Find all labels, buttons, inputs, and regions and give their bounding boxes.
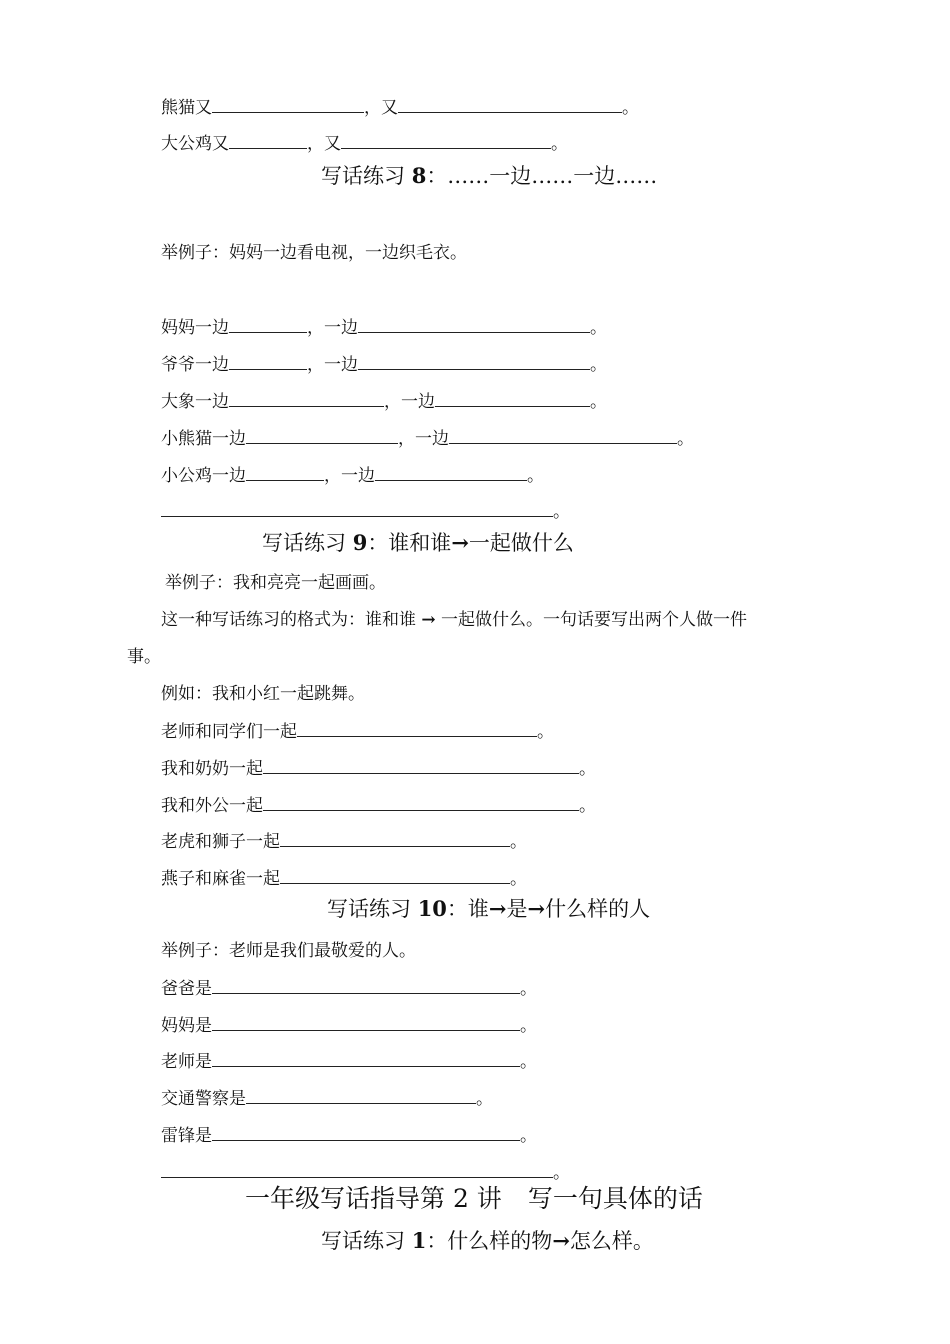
line-mid: ，一边 (384, 392, 435, 412)
line-end: 。 (590, 318, 607, 338)
arrow-icon: → (527, 896, 546, 921)
arrow-icon: → (552, 1228, 570, 1253)
line-end: 。 (510, 832, 527, 852)
lecture-title-main: 一年级写话指导第 2 讲 (245, 1184, 502, 1213)
line-end: 。 (677, 429, 694, 449)
heading-prefix: 写话练习 (321, 164, 412, 188)
arrow-icon: → (421, 610, 436, 630)
line-end: 。 (520, 979, 537, 999)
lecture-title-sub: 写一句具体的话 (527, 1184, 703, 1213)
line-end: 。 (510, 869, 527, 889)
heading-number: 10 (417, 896, 447, 921)
exercise-9-line (161, 830, 527, 853)
answer-blank[interactable] (212, 96, 364, 113)
exercise-10-free-line (161, 1161, 570, 1184)
line-prefix: 妈妈一边 (161, 318, 229, 338)
exercise-9-example: 举例子：我和亮亮一起画画。 (165, 573, 386, 593)
exercise-10-line (161, 1014, 537, 1037)
line-mid: ，又 (307, 134, 341, 154)
exercise-8-heading (321, 163, 657, 189)
exercise-8-line (161, 464, 544, 487)
exercise-9-for-example: 例如：我和小红一起跳舞。 (161, 684, 365, 704)
line-prefix: 燕子和麻雀一起 (161, 869, 280, 889)
line-end: 。 (590, 355, 607, 375)
exercise-8-line (161, 427, 694, 450)
answer-blank[interactable] (229, 132, 307, 149)
exercise-8-line (161, 353, 607, 376)
line-mid: ，一边 (398, 429, 449, 449)
heading-text: 怎么样。 (569, 1229, 654, 1253)
answer-blank[interactable] (212, 1050, 520, 1067)
line-prefix: 老虎和狮子一起 (161, 832, 280, 852)
answer-blank[interactable] (161, 500, 553, 517)
line-prefix: 小熊猫一边 (161, 429, 246, 449)
line-prefix: 熊猫又 (161, 98, 212, 118)
exercise-9-line (161, 867, 527, 890)
line-prefix: 老师和同学们一起 (161, 722, 297, 742)
exercise-8-line (161, 390, 607, 413)
exercise-10-line (161, 1124, 537, 1147)
line-mid: ，一边 (324, 466, 375, 486)
answer-blank[interactable] (280, 830, 510, 847)
line-end: 。 (520, 1052, 537, 1072)
line-end: 。 (520, 1016, 537, 1036)
exercise-9-line (161, 720, 554, 743)
heading-text: ：什么样的物 (426, 1229, 553, 1253)
heading-number: 9 (352, 530, 368, 555)
answer-blank[interactable] (263, 757, 579, 774)
exercise-9-format (161, 609, 747, 631)
line-end: 。 (579, 759, 596, 779)
heading-prefix: 写话练习 (262, 531, 353, 555)
heading-number: 8 (411, 163, 427, 188)
exercise-8-line (161, 316, 607, 339)
exercise-10-line (161, 1050, 537, 1073)
heading-text: 是 (506, 897, 528, 921)
exercise-10-example: 举例子：老师是我们最敬爱的人。 (161, 941, 416, 961)
line-end: 。 (551, 134, 568, 154)
answer-blank[interactable] (212, 977, 520, 994)
line-prefix: 老师是 (161, 1052, 212, 1072)
line-mid: ，一边 (307, 355, 358, 375)
line-prefix: 交通警察是 (161, 1089, 246, 1109)
exercise-9-heading (262, 530, 574, 556)
line-end: 。 (537, 722, 554, 742)
exercise-9-line (161, 794, 596, 817)
arrow-icon: → (488, 896, 507, 921)
line-prefix: 大象一边 (161, 392, 229, 412)
line-prefix: 小公鸡一边 (161, 466, 246, 486)
answer-blank[interactable] (449, 427, 677, 444)
line-end: 。 (579, 796, 596, 816)
line-end: 。 (553, 502, 570, 522)
answer-blank[interactable] (435, 390, 590, 407)
heading-text: ：……一边……一边…… (426, 164, 658, 188)
answer-blank[interactable] (229, 353, 307, 370)
answer-blank[interactable] (246, 464, 324, 481)
exercise-8-example: 举例子：妈妈一边看电视，一边织毛衣。 (161, 243, 467, 263)
exercise-10-line (161, 1087, 493, 1110)
line-end: 。 (520, 1126, 537, 1146)
line-prefix: 大公鸡又 (161, 134, 229, 154)
answer-blank[interactable] (398, 96, 622, 113)
heading-prefix: 写话练习 (321, 1229, 412, 1253)
exercise-1-heading (321, 1228, 654, 1254)
exercise-10-heading (327, 896, 650, 922)
line-prefix: 爸爸是 (161, 979, 212, 999)
answer-blank[interactable] (375, 464, 527, 481)
exercise-9-line (161, 757, 596, 780)
heading-text: ：谁和谁 (367, 531, 452, 555)
exercise-10-line (161, 977, 537, 1000)
answer-blank[interactable] (341, 132, 551, 149)
heading-text: 什么样的人 (545, 897, 651, 921)
exercise-9-format-continued: 事。 (127, 647, 161, 667)
answer-blank[interactable] (280, 867, 510, 884)
format-text: 一起做什么。一句话要写出两个人做一件 (435, 610, 748, 630)
line-prefix: 雷锋是 (161, 1126, 212, 1146)
line-end: 。 (590, 392, 607, 412)
answer-blank[interactable] (263, 794, 579, 811)
line-prefix: 妈妈是 (161, 1016, 212, 1036)
line-mid: ，一边 (307, 318, 358, 338)
lecture-title (245, 1184, 703, 1214)
line-end: 。 (527, 466, 544, 486)
answer-blank[interactable] (229, 316, 307, 333)
heading-number: 1 (411, 1228, 427, 1253)
line-mid: ，又 (364, 98, 398, 118)
answer-blank[interactable] (358, 316, 590, 333)
line-prefix: 我和奶奶一起 (161, 759, 263, 779)
heading-text: 一起做什么 (468, 531, 574, 555)
format-text: 这一种写话练习的格式为：谁和谁 (161, 610, 422, 630)
answer-blank[interactable] (246, 427, 398, 444)
answer-blank[interactable] (246, 1087, 476, 1104)
answer-blank[interactable] (161, 1161, 553, 1178)
arrow-icon: → (451, 530, 469, 555)
line-end: 。 (553, 1163, 570, 1183)
rooster-line (161, 132, 568, 155)
line-prefix: 爷爷一边 (161, 355, 229, 375)
line-end: 。 (476, 1089, 493, 1109)
answer-blank[interactable] (297, 720, 537, 737)
answer-blank[interactable] (212, 1124, 520, 1141)
heading-text: ：谁 (446, 897, 489, 921)
panda-line (161, 96, 639, 119)
exercise-8-free-line (161, 500, 570, 523)
answer-blank[interactable] (229, 390, 384, 407)
answer-blank[interactable] (212, 1014, 520, 1031)
line-prefix: 我和外公一起 (161, 796, 263, 816)
heading-prefix: 写话练习 (327, 897, 418, 921)
answer-blank[interactable] (358, 353, 590, 370)
line-end: 。 (622, 98, 639, 118)
